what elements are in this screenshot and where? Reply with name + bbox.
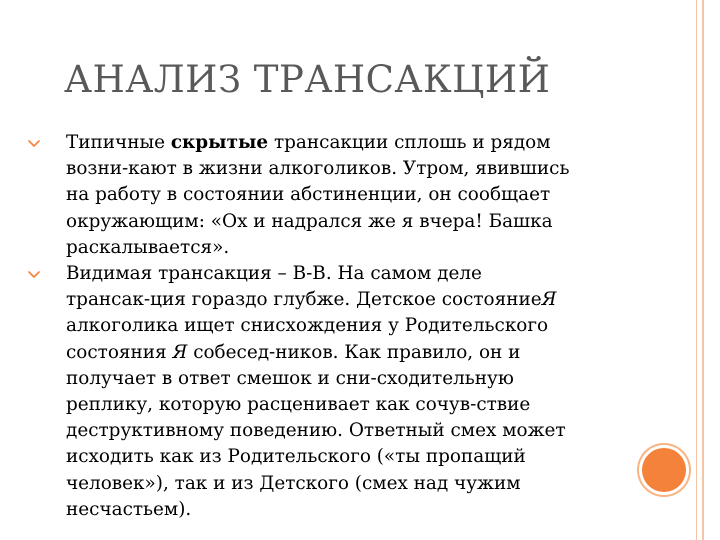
slide-title: АНАЛИЗ ТРАНСАКЦИЙ — [64, 58, 551, 101]
emphasis-text: скрытые — [170, 132, 269, 153]
bullet-item-1 — [28, 130, 628, 261]
chevron-bullet-icon — [28, 271, 40, 279]
right-decor-rule-thick — [702, 0, 704, 540]
bullet-line: алкоголика ищет снисхождения у Родительского — [66, 315, 549, 337]
bullet-line: Видимая трансакция – В-В. На самом деле — [66, 263, 482, 285]
bullet-line: реплику, которую расценивает как сочув-ствие — [66, 394, 531, 416]
italic-ya: Я — [541, 289, 557, 311]
bullet-line: состояния Я собесед-ников. Как правило, он и — [66, 341, 521, 363]
bullet-line: Типичные скрытые трансакции сплошь и рядом — [66, 132, 551, 153]
italic-ya: Я — [172, 341, 188, 363]
chevron-bullet-icon — [28, 140, 40, 148]
bullet-line: получает в ответ смешок и сни-сходительную — [66, 367, 514, 389]
bullet-line: деструктивному поведению. Ответный смех может — [66, 420, 566, 442]
right-decor-rule-thin — [696, 0, 697, 540]
bullet-line: раскалывается». — [66, 236, 230, 258]
bullet-line: несчастьем). — [66, 498, 192, 520]
bullet-list — [28, 130, 628, 523]
bullet-line: трансак-ция гораздо глубже. Детское состояниеЯ — [66, 289, 557, 311]
bullet-line: окружающим: «Ох и надрался же я вчера! Башка — [66, 210, 553, 232]
orange-circle-decor — [642, 448, 686, 492]
bullet-line: человек»), так и из Детского (смех над чужим — [66, 472, 521, 494]
bullet-line: на работу в состоянии абстиненции, он сообщает — [66, 184, 551, 206]
bullet-item-2 — [28, 261, 628, 523]
bullet-line: исходить как из Родительского («ты пропащий — [66, 446, 526, 468]
bullet-line: возни-кают в жизни алкоголиков. Утром, явившись — [66, 158, 570, 180]
